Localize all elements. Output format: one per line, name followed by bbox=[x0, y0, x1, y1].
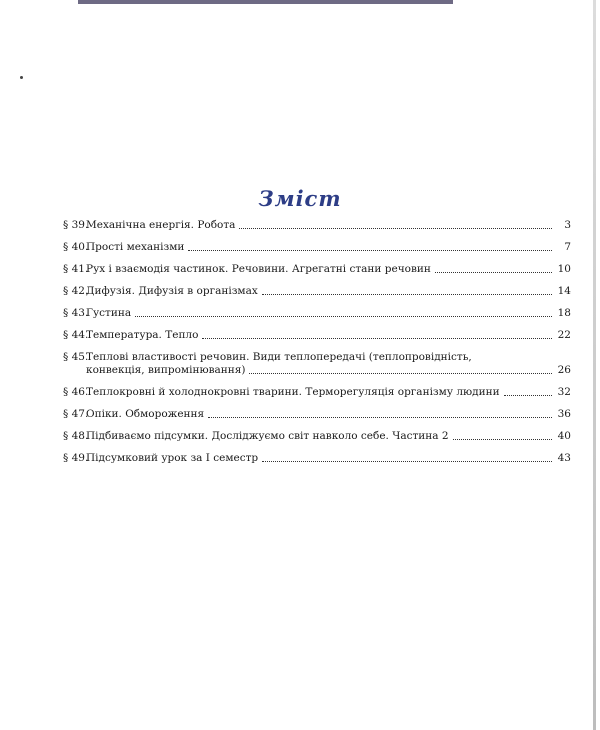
section-title: Густина bbox=[86, 307, 132, 319]
dot-leader bbox=[208, 416, 552, 418]
page-number: 3 bbox=[564, 219, 571, 231]
section-number: § 46. bbox=[63, 386, 89, 398]
section-number: § 39. bbox=[63, 219, 89, 231]
section-title: Підбиваємо підсумки. Досліджуємо світ навколо себе. Частина 2 bbox=[86, 430, 449, 442]
section-number: § 47. bbox=[63, 408, 89, 420]
section-title: Температура. Тепло bbox=[86, 329, 199, 341]
page-number: 18 bbox=[557, 307, 571, 319]
section-number: § 40. bbox=[63, 241, 89, 253]
toc-entry-43[interactable] bbox=[63, 307, 571, 320]
section-title: Прості механізми bbox=[86, 241, 185, 253]
page-number: 14 bbox=[557, 285, 571, 297]
toc-entry-48[interactable] bbox=[63, 430, 571, 443]
page-number: 10 bbox=[557, 263, 571, 275]
toc-entry-45[interactable] bbox=[63, 351, 571, 377]
toc-entry-46[interactable] bbox=[63, 386, 571, 399]
dot-leader bbox=[453, 438, 552, 440]
toc-entry-39[interactable] bbox=[63, 219, 571, 232]
dot-leader bbox=[188, 249, 552, 251]
toc-entry-42[interactable] bbox=[63, 285, 571, 298]
page-number: 26 bbox=[557, 364, 571, 376]
toc-entry-49[interactable] bbox=[63, 452, 571, 465]
dot-leader bbox=[135, 315, 552, 317]
section-number: § 44. bbox=[63, 329, 89, 341]
toc-entry-40[interactable] bbox=[63, 241, 571, 254]
dot-leader bbox=[435, 271, 552, 273]
section-number: § 43. bbox=[63, 307, 89, 319]
section-title-line-2: конвекція, випромінювання) bbox=[86, 364, 246, 376]
section-number: § 49. bbox=[63, 452, 89, 464]
toc-entry-47[interactable] bbox=[63, 408, 571, 421]
dot-leader bbox=[262, 293, 552, 295]
section-number: § 45. bbox=[63, 351, 89, 363]
section-title: Теплокровні й холоднокровні тварини. Терморегуляція організму людини bbox=[86, 386, 500, 398]
section-title: Рух і взаємодія частинок. Речовини. Агрегатні стани речовин bbox=[86, 263, 431, 275]
page-number: 43 bbox=[557, 452, 571, 464]
section-title: Опіки. Обмороження bbox=[86, 408, 205, 420]
dot-leader bbox=[239, 227, 552, 229]
section-number: § 42. bbox=[63, 285, 89, 297]
page-number: 7 bbox=[564, 241, 571, 253]
section-title: Дифузія. Дифузія в організмах bbox=[86, 285, 258, 297]
page-edge-shadow bbox=[593, 0, 596, 730]
table-of-contents bbox=[63, 215, 571, 465]
dot-leader bbox=[262, 460, 552, 462]
page-title: Зміст bbox=[258, 186, 342, 211]
page-number: 40 bbox=[557, 430, 571, 442]
toc-entry-44[interactable] bbox=[63, 329, 571, 342]
section-title: Механічна енергія. Робота bbox=[86, 219, 236, 231]
dot-leader bbox=[202, 337, 552, 339]
dot-leader bbox=[249, 372, 552, 374]
section-number: § 48. bbox=[63, 430, 89, 442]
section-title-line-1: Теплові властивості речовин. Види теплопередачі (теплопровідність, bbox=[86, 351, 472, 363]
dot-leader bbox=[504, 394, 552, 396]
scan-speck bbox=[20, 76, 23, 79]
toc-entry-41[interactable] bbox=[63, 263, 571, 276]
page-number: 36 bbox=[557, 408, 571, 420]
section-number: § 41. bbox=[63, 263, 89, 275]
page-number: 22 bbox=[557, 329, 571, 341]
scan-edge-bar bbox=[78, 0, 453, 4]
page-number: 32 bbox=[557, 386, 571, 398]
section-title: Підсумковий урок за І семестр bbox=[86, 452, 259, 464]
